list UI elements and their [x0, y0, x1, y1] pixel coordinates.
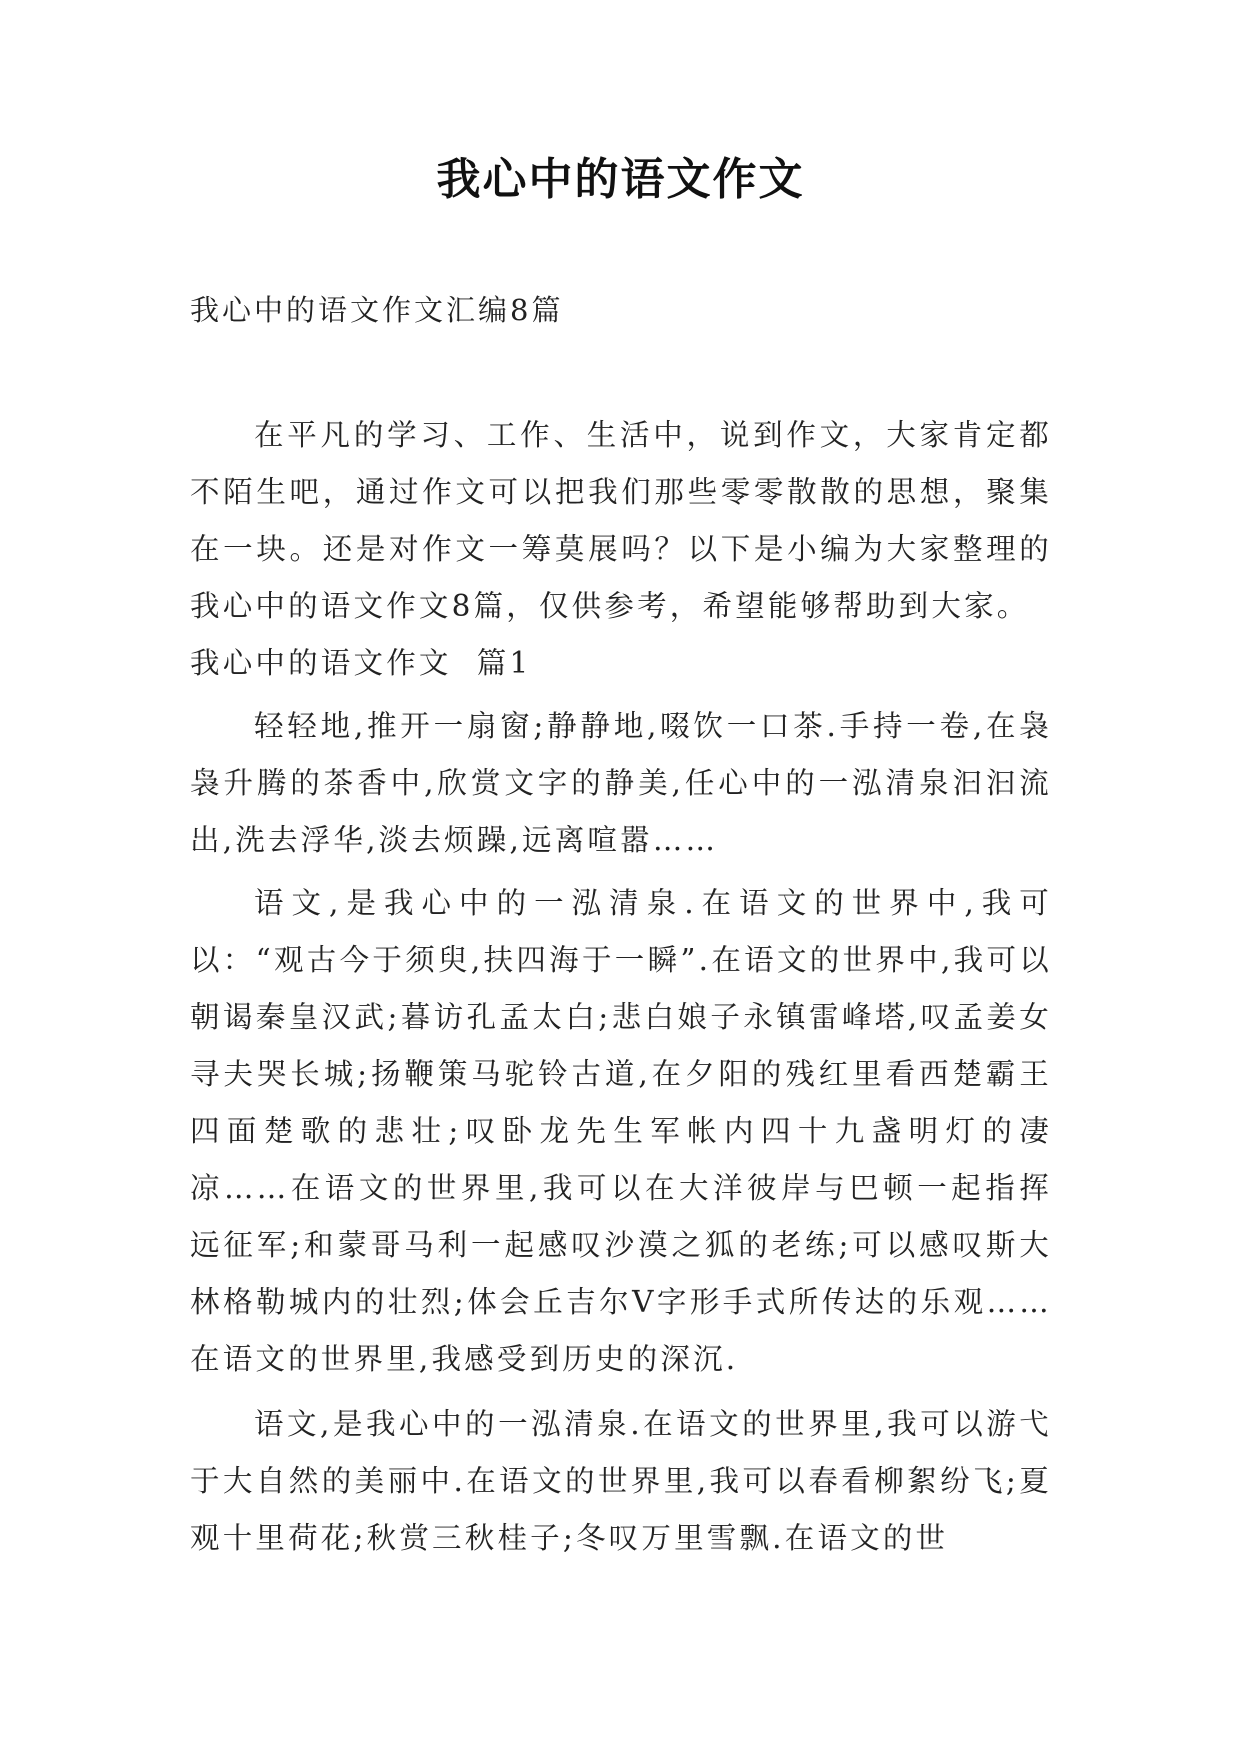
page-title: 我心中的语文作文 [436, 154, 805, 205]
document-subtitle: 我心中的语文作文汇编8篇 [190, 293, 564, 327]
intro-paragraph: 在平凡的学习、工作、生活中，说到作文，大家肯定都不陌生吧，通过作文可以把我们那些零零散散的思想，聚集在一块。还是对作文一筹莫展吗？以下是小编为大家整理的我心中的语文作文8篇，仅供参考，希望能够帮助到大家。 [190, 418, 1052, 623]
document-body [190, 407, 1052, 1567]
body-paragraph: 语文,是我心中的一泓清泉.在语文的世界里,我可以游弋于大自然的美丽中.在语文的世界里,我可以春看柳絮纷飞;夏观十里荷花;秋赏三秋桂子;冬叹万里雪飘.在语文的世 [190, 1407, 1052, 1555]
body-paragraph: 轻轻地,推开一扇窗;静静地,啜饮一口茶.手持一卷,在袅袅升腾的茶香中,欣赏文字的静美,任心中的一泓清泉汩汩流出,洗去浮华,淡去烦躁,远离喧嚣…… [190, 709, 1052, 857]
body-paragraph: 语文,是我心中的一泓清泉.在语文的世界中,我可以：“观古今于须臾,扶四海于一瞬”.在语文的世界中,我可以朝谒秦皇汉武;暮访孔孟太白;悲白娘子永镇雷峰塔,叹孟姜女寻夫哭长城;扬鞭策马驼铃古道,在夕阳的残红里看西楚霸王四面楚歌的悲壮;叹卧龙先生军帐内四十九盏明灯的凄凉……在语文的世界里,我可以在大洋彼岸与巴顿一起指挥远征军;和蒙哥马利一起感叹沙漠之狐的老练;可以感叹斯大林格勒城内的壮烈;体会丘吉尔V字形手式所传达的乐观……在语文的世界里,我感受到历史的深沉. [190, 886, 1052, 1376]
section-heading: 我心中的语文作文 篇1 [190, 646, 532, 680]
